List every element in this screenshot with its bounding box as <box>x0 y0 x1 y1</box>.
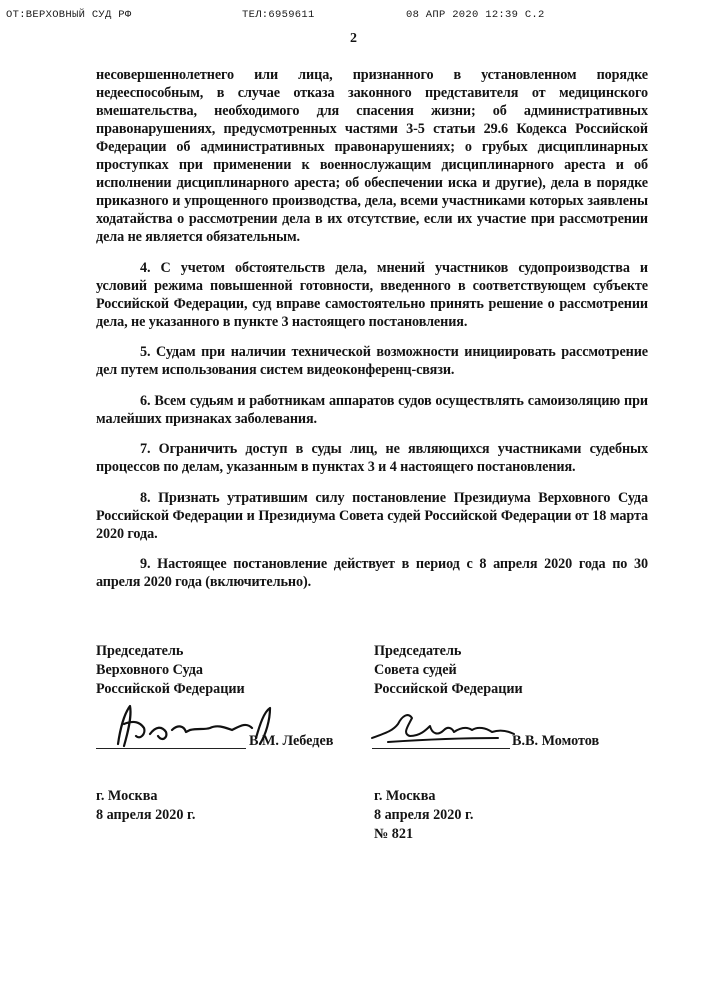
right-signature-line <box>372 748 510 749</box>
right-place-date <box>374 787 473 844</box>
left-title-line: Российской Федерации <box>96 681 245 697</box>
fax-header <box>6 9 696 23</box>
left-place-date <box>96 787 195 825</box>
document-number: № 821 <box>374 826 414 842</box>
fax-datetime-page: 08 АПР 2020 12:39 С.2 <box>406 9 545 21</box>
continuation-paragraph: несовершеннолетнего или лица, признанного в установленном порядке недееспособным, в случае отказа законного представителя от медицинского вмешательства, необходимого для спасения жизни; об административных правонарушениях, предусмотренных частями 3-5 статьи 29.6 Кодекса Российской Федерации об административных правонарушениях; о грубых дисциплинарных проступках при применении к военнослужащим дисциплинарного ареста и об исполнении дисциплинарного ареста; об обеспечении иска и другие), дела в порядке приказного и упрощенного производства, дела, всеми участниками которых заявлены ходатайства о рассмотрении дела в их отсутствие, если их участие при рассмотрении дела не является обязательным. <box>96 67 648 245</box>
right-signatory-name: В.В. Момотов <box>512 733 600 749</box>
clause-9: 9. Настоящее постановление действует в период с 8 апреля 2020 года по 30 апреля 2020 года (включительно). <box>96 556 648 590</box>
left-signatory-name: В.М. Лебедев <box>249 733 334 749</box>
fax-sender: ОТ:ВЕРХОВНЫЙ СУД РФ <box>6 9 132 21</box>
left-date: 8 апреля 2020 г. <box>96 807 196 823</box>
clause-8: 8. Признать утратившим силу постановление Президиума Верховного Суда Российской Федерации и Президиума Совета судей Российской Федерации от 18 марта 2020 года. <box>96 489 648 542</box>
right-city: г. Москва <box>374 788 436 804</box>
page-number: 2 <box>350 31 357 46</box>
clause-4: 4. С учетом обстоятельств дела, мнений участников судопроизводства и условий режима повышенной готовности, введенного в соответствующем субъекте Российской Федерации, суд вправе самостоятельно принять решение о рассмотрении дела, не указанного в пункте 3 настоящего постановления. <box>96 259 648 330</box>
right-handwritten-signature <box>368 704 518 748</box>
left-signatory-title <box>96 642 245 699</box>
clause-5: 5. Судам при наличии технической возможности инициировать рассмотрение дел путем использования систем видеоконференц-связи. <box>96 344 648 378</box>
fax-phone: ТЕЛ:6959611 <box>242 9 315 21</box>
right-date: 8 апреля 2020 г. <box>374 807 474 823</box>
clause-7: 7. Ограничить доступ в суды лиц, не являющихся участниками судебных процессов по делам, указанным в пунктах 3 и 4 настоящего постановления. <box>96 441 648 475</box>
clause-6: 6. Всем судьям и работникам аппаратов судов осуществлять самоизоляцию при малейших признаках заболевания. <box>96 392 648 427</box>
right-title-line: Председатель <box>374 643 462 659</box>
left-city: г. Москва <box>96 788 158 804</box>
left-title-line: Председатель <box>96 643 184 659</box>
right-signatory-title <box>374 642 523 699</box>
document-body <box>96 66 648 604</box>
right-title-line: Российской Федерации <box>374 681 523 697</box>
left-signature-line <box>96 748 246 749</box>
right-title-line: Совета судей <box>374 662 457 678</box>
left-title-line: Верховного Суда <box>96 662 203 678</box>
